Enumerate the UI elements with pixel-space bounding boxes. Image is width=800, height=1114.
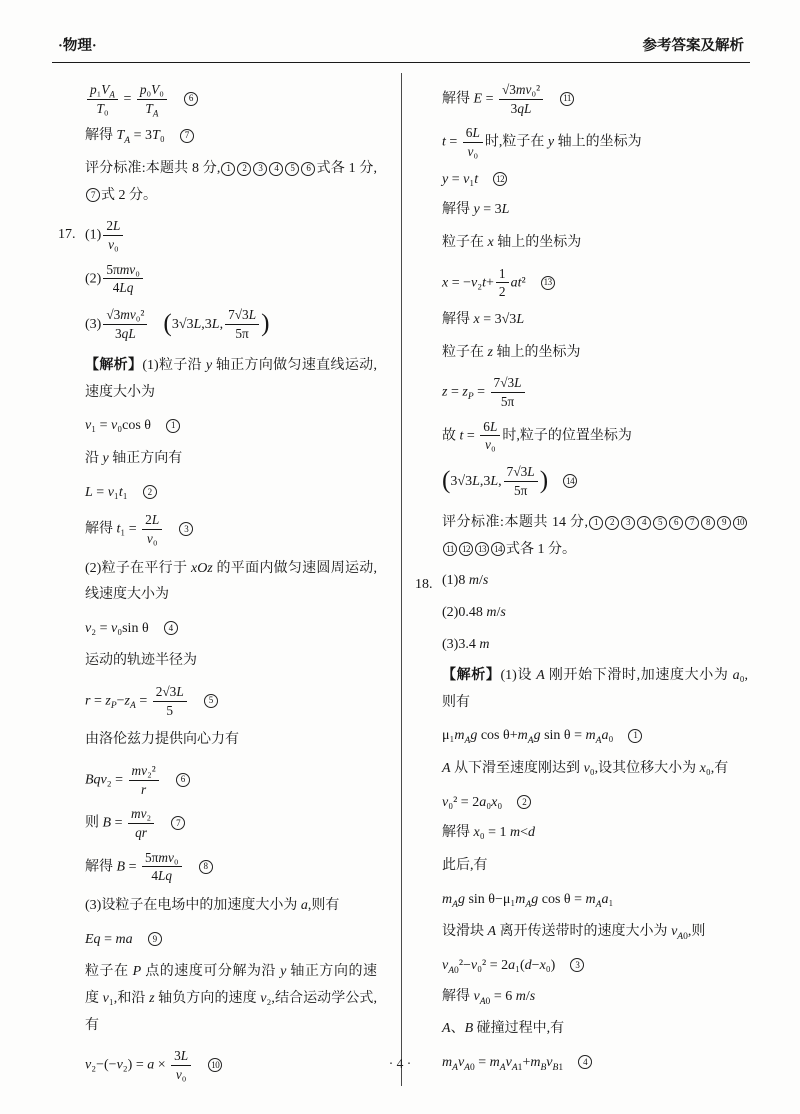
subscript: A [499, 1062, 506, 1073]
circled-number: 6 [184, 92, 198, 106]
big-paren: ( [442, 467, 451, 495]
text-line: 此后,有 [442, 858, 488, 873]
big-paren: ) [539, 467, 549, 495]
question-number: 17. [58, 227, 76, 243]
circled-number: 13 [475, 542, 489, 556]
circled-number: 3 [179, 522, 193, 536]
circled-number: 3 [570, 958, 584, 972]
fraction: $\frac{\text{√3mv₀²}}{3qL}$ [103, 307, 147, 341]
formula-line: 解得 y = 3L [442, 202, 510, 218]
bold-label: 【解析】 [442, 668, 501, 684]
formula-line: L = v₁t₁ 2 [85, 482, 377, 504]
solution-continuation-block [58, 82, 377, 209]
formula-line: 则 B = $\frac{\text{mv₂}}{qr}$ 7 [85, 806, 377, 840]
formula-line: $\mu_1m_Ag$ $\cos \theta+m_Ag$ $\sin \theta = m_Aa_0$ 1 [442, 725, 748, 747]
page-content [52, 71, 750, 1092]
subscript: A [595, 899, 602, 910]
subscript: A0 [677, 932, 688, 943]
bold-label: 【解析】 [85, 358, 143, 374]
fraction: $\frac{7√3L}{5\pi}$ [504, 464, 538, 498]
circled-number: 12 [459, 542, 473, 556]
formula-line: $z = z_P$ = $\frac{7√3L}{5\pi}$ [442, 375, 748, 409]
subscript: B1 [552, 1062, 564, 1073]
circled-number: 4 [637, 516, 651, 530]
formula-line: $m_Av_{A0} = m_Av_{A1}+m_Bv_{B1}$ 4 [442, 1052, 748, 1074]
formula-line: 解得 x₀ = 1 m<d [442, 825, 536, 841]
subscript: A [525, 899, 532, 910]
circled-number: 13 [541, 276, 555, 290]
circled-number: 1 [628, 729, 642, 743]
formula-line: (1) $\frac{2L}{\text{v₀}}$ [85, 218, 377, 252]
right-column [401, 71, 750, 1092]
circled-number: 7 [180, 129, 194, 143]
fraction: $\frac{7√3L}{5\pi}$ [491, 375, 525, 409]
formula-line: x = −v₂t+ $\frac{1}{2}$ at² 13 [442, 266, 748, 300]
formula-line: (2) $\frac{\text{5πmv₀}}{4Lq}$ [85, 262, 377, 296]
circled-number: 1 [221, 162, 235, 176]
formula-line: $v_{A0}^2-v_0^2 = 2a_1(d-x_0)$ 3 [442, 955, 748, 977]
formula-line: 解得 E = $\frac{\text{√3mv₀²}}{3qL}$ 11 [442, 82, 748, 116]
text-line: 故 t = $\frac{6L}{\text{v₀}}$ 时,粒子的位置坐标为 [442, 418, 632, 453]
page-number: · 4 · [388, 1056, 412, 1071]
circled-number: 7 [171, 816, 185, 830]
circled-number: 8 [701, 516, 715, 530]
subscript: A [464, 736, 471, 747]
text-line: (2)粒子在平行于 xOz 的平面内做匀速圆周运动,线速度大小为 [85, 560, 377, 603]
circled-number: 3 [253, 162, 267, 176]
text-line: 评分标准:本题共 8 分, 1 2 3 4 5 6 式各 1 分,7 式 2 分。 [85, 161, 378, 203]
question-number: 18. [415, 577, 433, 593]
circled-number: 1 [166, 419, 180, 433]
formula-line: v₀² = 2a₀x₀ 2 [442, 792, 748, 814]
circled-number: 6 [669, 516, 683, 530]
circled-number: 2 [605, 516, 619, 530]
formula-line: (3) $\frac{\text{√3mv₀²}}{3qL}$ (3√3L,3L, $\frac{7√3L}{5\pi}$ ) [85, 307, 270, 342]
page-header [52, 34, 750, 63]
fraction: $\frac{\text{mv₂²}}{r}$ [129, 763, 159, 797]
subscript: A0 [479, 996, 491, 1007]
subscript: A0 [464, 1062, 475, 1073]
fraction: $\frac{6L}{\text{v₀}}$ [463, 125, 483, 159]
circled-number: 9 [717, 516, 731, 530]
text-line: 粒子在 P 点的速度可分解为沿 y 轴正方向的速度 v₁,和沿 z 轴负方向的速度 v₂,结合运动学公式,有 [85, 964, 378, 1033]
formula-line: v₂ = v₀sin θ 4 [85, 618, 377, 640]
header-title: 参考答案及解析 [642, 38, 744, 54]
formula-line: v₁ = v₀cos θ 1 [85, 415, 377, 437]
text-line: (1)8 m/s [442, 573, 489, 589]
column-divider-line [401, 73, 402, 1086]
big-paren: ( [163, 310, 172, 337]
fraction: $\frac{6L}{\text{v₀}}$ [480, 419, 500, 453]
text-line: A 从下滑至速度刚达到 v₀,设其位移大小为 x₀,有 [442, 761, 729, 777]
circled-number: 3 [621, 516, 635, 530]
circled-number: 8 [199, 860, 213, 874]
fraction: $\frac{1}{2}$ [496, 266, 509, 300]
fraction: $\frac{7√3L}{5\pi}$ [225, 307, 259, 341]
solution-continuation-block [415, 82, 748, 563]
text-line: 评分标准:本题共 14 分, 1 2 3 4 5 6 7 8 9 1011 12 13 14 式各 1 分。 [442, 510, 748, 563]
subscript: A [152, 108, 159, 119]
circled-number: 14 [491, 542, 505, 556]
subscript: A1 [511, 1062, 523, 1073]
question-block [415, 568, 748, 1073]
formula-line: 解得 x = 3√3L [442, 312, 525, 328]
circled-number: 6 [301, 162, 315, 176]
text-line: 粒子在 z 轴上的坐标为 [442, 344, 581, 360]
fraction: $\frac{2√3L}{5}$ [153, 684, 187, 718]
text-line: (3)3.4 m [442, 636, 490, 652]
circled-number: 1 [589, 516, 603, 530]
circled-number: 4 [164, 621, 178, 635]
fraction: $\frac{\text{√3mv₀²}}{3qL}$ [499, 82, 543, 116]
left-column [52, 71, 401, 1092]
circled-number: 7 [685, 516, 699, 530]
fraction: $\frac{3L}{\text{v₀}}$ [171, 1048, 191, 1082]
circled-number: 14 [563, 474, 577, 488]
fraction: $\frac{\text{mv₂}}{qr}$ [128, 806, 154, 840]
subscript: A [527, 736, 534, 747]
text-line: 设滑块 A 离开传送带时的速度大小为 $v_{A0}$,则 [442, 924, 706, 943]
subscript: A [130, 701, 136, 712]
fraction: $\frac{\text{5πmv₀}}{4Lq}$ [103, 262, 143, 296]
text-line: (3)设粒子在电场中的加速度大小为 a,则有 [85, 898, 340, 914]
circled-number: 11 [560, 92, 574, 106]
circled-number: 11 [443, 542, 457, 556]
text-line: t = $\frac{6L}{\text{v₀}}$ 时,粒子在 y 轴上的坐标为 [442, 125, 642, 160]
subscript: P [467, 392, 474, 403]
subscript: A [452, 1062, 458, 1073]
formula-line: (3√3L,3L, $\frac{7√3L}{5\pi}$ ) 14 [442, 462, 748, 501]
circled-number: 7 [86, 188, 100, 202]
circled-number: 6 [176, 773, 190, 787]
text-line: 【解析】(1)设 A 刚开始下滑时,加速度大小为 a₀,则有 [442, 668, 749, 710]
circled-number: 10 [733, 516, 747, 530]
circled-number: 4 [578, 1055, 592, 1069]
circled-number: 10 [208, 1058, 222, 1072]
formula-line: y = v₁t 12 [442, 169, 748, 191]
fraction: $\frac{2L}{\text{v₀}}$ [142, 512, 162, 546]
fraction: $\frac{\text{p₀V₀}}{T_A}$ [137, 82, 167, 116]
subscript: A0 [448, 965, 459, 976]
fraction: $\frac{2L}{\text{v₀}}$ [103, 218, 123, 252]
formula-line: Bqv₂ = $\frac{\text{mv₂²}}{r}$ 6 [85, 763, 377, 797]
subscript: A [124, 136, 131, 147]
circled-number: 5 [285, 162, 299, 176]
formula-line: $m_Ag$ $\sin \theta-\mu_1m_Ag$ $\cos \theta = m_Aa_1$ [442, 891, 614, 910]
text-line: 【解析】(1)粒子沿 y 轴正方向做匀速直线运动,速度大小为 [85, 358, 378, 400]
circled-number: 4 [269, 162, 283, 176]
formula-line: 解得 $T_A = 3T_0$ 7 [85, 125, 377, 147]
text-line: 运动的轨迹半径为 [85, 653, 197, 669]
subscript: A [595, 736, 602, 747]
circled-number: 5 [204, 694, 218, 708]
formula-line: v₂−(−v₂) = a × $\frac{3L}{\text{v₀}}$ 10 [85, 1048, 377, 1082]
subscript: A [109, 89, 115, 100]
formula-line: 解得 B = $\frac{\text{5πmv₀}}{4Lq}$ 8 [85, 850, 377, 884]
header-subject-label: ·物理· [58, 38, 97, 54]
formula-line: 解得 t₁ = $\frac{2L}{\text{v₀}}$ 3 [85, 512, 377, 546]
circled-number: 5 [653, 516, 667, 530]
text-line: 粒子在 x 轴上的坐标为 [442, 235, 582, 251]
text-line: 沿 y 轴正方向有 [85, 450, 183, 466]
circled-number: 2 [517, 795, 531, 809]
subscript: P [110, 701, 117, 712]
formula-line: Eq = ma 9 [85, 929, 377, 951]
circled-number: 2 [237, 162, 251, 176]
question-block [58, 218, 377, 1082]
circled-number: 12 [493, 172, 507, 186]
text-line: (2)0.48 m/s [442, 604, 506, 620]
subscript: B [540, 1062, 547, 1073]
fraction: $\frac{\text{5πmv₀}}{4Lq}$ [142, 850, 182, 884]
circled-number: 9 [148, 932, 162, 946]
fraction: $\frac{p_1V_A}{\text{T₀}}$ [87, 82, 118, 116]
formula-line: $r = z_P-z_A$ = $\frac{2√3L}{5}$ 5 [85, 684, 377, 718]
text-line: A、B 碰撞过程中,有 [442, 1021, 565, 1037]
formula-line: $\frac{p_1V_A}{\text{T₀}}$ = $\frac{\text{p₀V₀}}{T_A}$ 6 [85, 82, 377, 116]
big-paren: ) [261, 310, 270, 337]
text-line: 由洛伦兹力提供向心力有 [85, 732, 239, 748]
subscript: A [452, 899, 458, 910]
formula-line: 解得 $v_{A0} = 6$ m/s [442, 988, 536, 1007]
circled-number: 2 [143, 485, 157, 499]
